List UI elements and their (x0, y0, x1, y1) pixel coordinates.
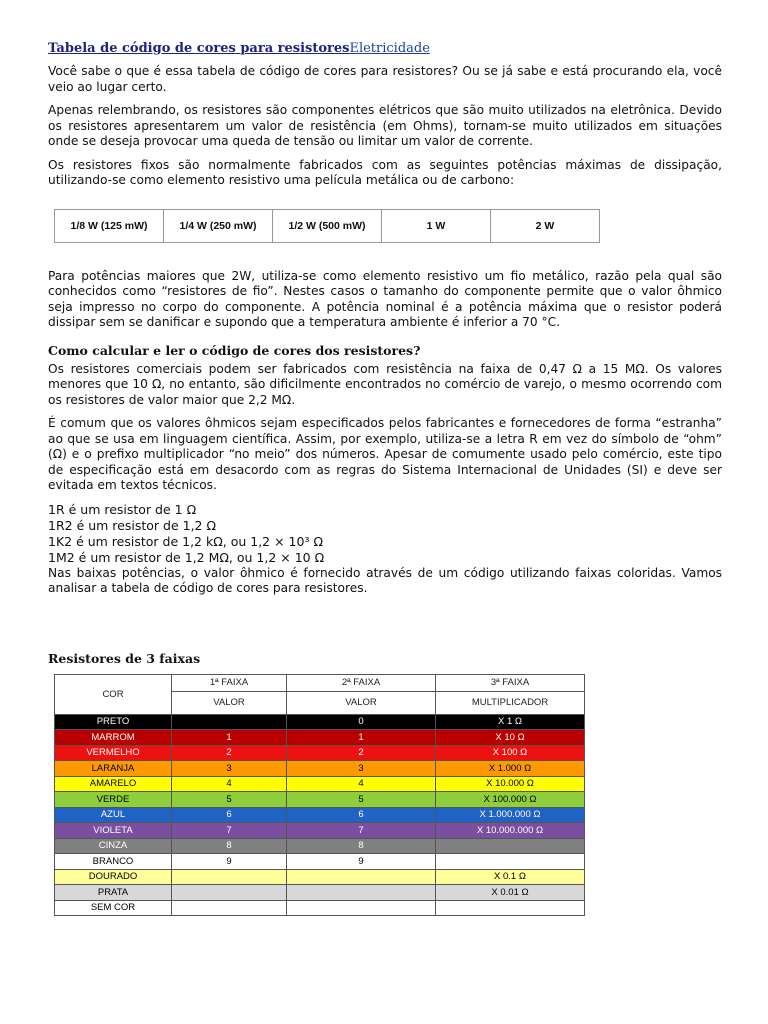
band1-cell: 8 (172, 838, 287, 854)
band2-cell (287, 900, 436, 916)
example-line: 1R2 é um resistor de 1,2 Ω (48, 517, 217, 533)
color-row (55, 869, 585, 885)
category-link[interactable]: Eletricidade (349, 41, 430, 56)
color-name-cell: CINZA (55, 838, 172, 854)
band1-cell (172, 714, 287, 730)
paragraph-fixed-resistors: Os resistores fixos são normalmente fabricados com as seguintes potências máximas de dissipação, utilizando-se como elemento resistivo uma película metálica ou de carbono: (48, 157, 722, 187)
header-band1: 1ª FAIXA (172, 674, 287, 691)
header-cor: COR (55, 674, 172, 714)
paragraph-color-code: Nas baixas potências, o valor ôhmico é fornecido através de um código utilizando faixas coloridas. Vamos analisar a tabela de código de cores para resistores. (48, 565, 722, 595)
article-title-link[interactable]: Tabela de código de cores para resistores (48, 41, 350, 56)
color-name-cell: LARANJA (55, 761, 172, 777)
notation-examples (48, 502, 722, 566)
paragraph-notation: É comum que os valores ôhmicos sejam especificados pelos fabricantes e fornecedores de forma “estranha” ao que se usa em linguagem científica. Assim, por exemplo, utiliza-se a letra R em vez do símbolo de “ohm” (Ω) e o prefixo multiplicador “no meio” dos números. Apesar de comumente usado pelo comércio, este tipo de especificação está em desacordo com as regras do Sistema Internacional de Unidades (SI) e deve ser evitada em textos técnicos. (48, 416, 722, 492)
document-page (48, 40, 722, 916)
color-row (55, 838, 585, 854)
page-heading (48, 40, 722, 58)
color-row (55, 745, 585, 761)
color-name-cell: AMARELO (55, 776, 172, 792)
band1-cell: 7 (172, 823, 287, 839)
power-cell: 2 W (491, 209, 600, 242)
power-cell: 1/4 W (250 mW) (164, 209, 273, 242)
color-row (55, 730, 585, 746)
power-cell: 1 W (382, 209, 491, 242)
band2-cell: 8 (287, 838, 436, 854)
color-name-cell: SEM COR (55, 900, 172, 916)
multiplier-cell: X 10.000.000 Ω (436, 823, 585, 839)
multiplier-cell: X 10.000 Ω (436, 776, 585, 792)
section-subheading: Como calcular e ler o código de cores dos resistores? (48, 342, 421, 358)
power-cell: 1/2 W (500 mW) (273, 209, 382, 242)
band1-cell (172, 885, 287, 901)
band1-cell: 4 (172, 776, 287, 792)
example-line: 1M2 é um resistor de 1,2 MΩ, ou 1,2 × 10 Ω (48, 549, 325, 565)
band2-cell: 5 (287, 792, 436, 808)
band1-cell (172, 869, 287, 885)
color-row (55, 900, 585, 916)
band2-cell: 9 (287, 854, 436, 870)
color-name-cell: MARROM (55, 730, 172, 746)
power-ratings-table (54, 209, 600, 243)
band2-cell: 3 (287, 761, 436, 777)
band2-cell: 4 (287, 776, 436, 792)
bands-table-title: Resistores de 3 faixas (48, 650, 201, 666)
color-code-table (54, 674, 585, 917)
power-cell: 1/8 W (125 mW) (55, 209, 164, 242)
multiplier-cell (436, 838, 585, 854)
band2-cell (287, 869, 436, 885)
band1-cell: 2 (172, 745, 287, 761)
color-name-cell: VIOLETA (55, 823, 172, 839)
header-band2-sub: VALOR (287, 691, 436, 714)
band2-cell: 1 (287, 730, 436, 746)
header-band3-sub: MULTIPLICADOR (436, 691, 585, 714)
color-row (55, 807, 585, 823)
paragraph-wire-resistors: Para potências maiores que 2W, utiliza-se como elemento resistivo um fio metálico, razão pela qual são conhecidos como “resistores de fio”. Nestes casos o tamanho do componente permite que o valor ôhmico seja impresso no corpo do componente. A potência nominal é a potência máxima que o resistor poderá dissipar sem se danificar e supondo que a temperatura ambiente é inferior a 70 °C. (48, 268, 722, 329)
header-band3: 3ª FAIXA (436, 674, 585, 691)
band1-cell: 6 (172, 807, 287, 823)
color-row (55, 714, 585, 730)
paragraph-commercial-range: Os resistores comerciais podem ser fabricados com resistência na faixa de 0,47 Ω a 15 MΩ. Os valores menores que 10 Ω, no entanto, são dificilmente encontrados no comércio de varejo, o mesmo ocorrendo com os resistores de valor maior que 2,2 MΩ. (48, 361, 722, 407)
band1-cell: 1 (172, 730, 287, 746)
band2-cell: 7 (287, 823, 436, 839)
color-name-cell: DOURADO (55, 869, 172, 885)
band2-cell: 0 (287, 714, 436, 730)
band2-cell: 2 (287, 745, 436, 761)
band1-cell: 9 (172, 854, 287, 870)
multiplier-cell: X 0.01 Ω (436, 885, 585, 901)
multiplier-cell: X 0.1 Ω (436, 869, 585, 885)
color-row (55, 761, 585, 777)
multiplier-cell: X 1 Ω (436, 714, 585, 730)
band1-cell: 5 (172, 792, 287, 808)
multiplier-cell: X 100.000 Ω (436, 792, 585, 808)
header-band2: 2ª FAIXA (287, 674, 436, 691)
example-line: 1K2 é um resistor de 1,2 kΩ, ou 1,2 × 10³ Ω (48, 533, 323, 549)
color-row (55, 776, 585, 792)
multiplier-cell: X 1.000 Ω (436, 761, 585, 777)
color-name-cell: PRATA (55, 885, 172, 901)
multiplier-cell: X 1.000.000 Ω (436, 807, 585, 823)
color-row (55, 854, 585, 870)
band1-cell: 3 (172, 761, 287, 777)
band2-cell: 6 (287, 807, 436, 823)
multiplier-cell: X 10 Ω (436, 730, 585, 746)
example-line: 1R é um resistor de 1 Ω (48, 501, 197, 517)
multiplier-cell: X 100 Ω (436, 745, 585, 761)
paragraph-intro: Você sabe o que é essa tabela de código de cores para resistores? Ou se já sabe e está procurando ela, você veio ao lugar certo. (48, 64, 722, 94)
header-band1-sub: VALOR (172, 691, 287, 714)
multiplier-cell (436, 900, 585, 916)
paragraph-recap: Apenas relembrando, os resistores são componentes elétricos que são muito utilizados na eletrônica. Devido os resistores apresentarem um valor de resistência (em Ohms), tornam-se muito utilizados em situações onde se deseja provocar uma queda de tensão ou limitar um valor de corrente. (48, 103, 722, 148)
color-name-cell: AZUL (55, 807, 172, 823)
band1-cell (172, 900, 287, 916)
color-name-cell: VERMELHO (55, 745, 172, 761)
color-row (55, 823, 585, 839)
color-row (55, 885, 585, 901)
color-name-cell: BRANCO (55, 854, 172, 870)
color-name-cell: VERDE (55, 792, 172, 808)
color-name-cell: PRETO (55, 714, 172, 730)
band2-cell (287, 885, 436, 901)
color-row (55, 792, 585, 808)
multiplier-cell (436, 854, 585, 870)
